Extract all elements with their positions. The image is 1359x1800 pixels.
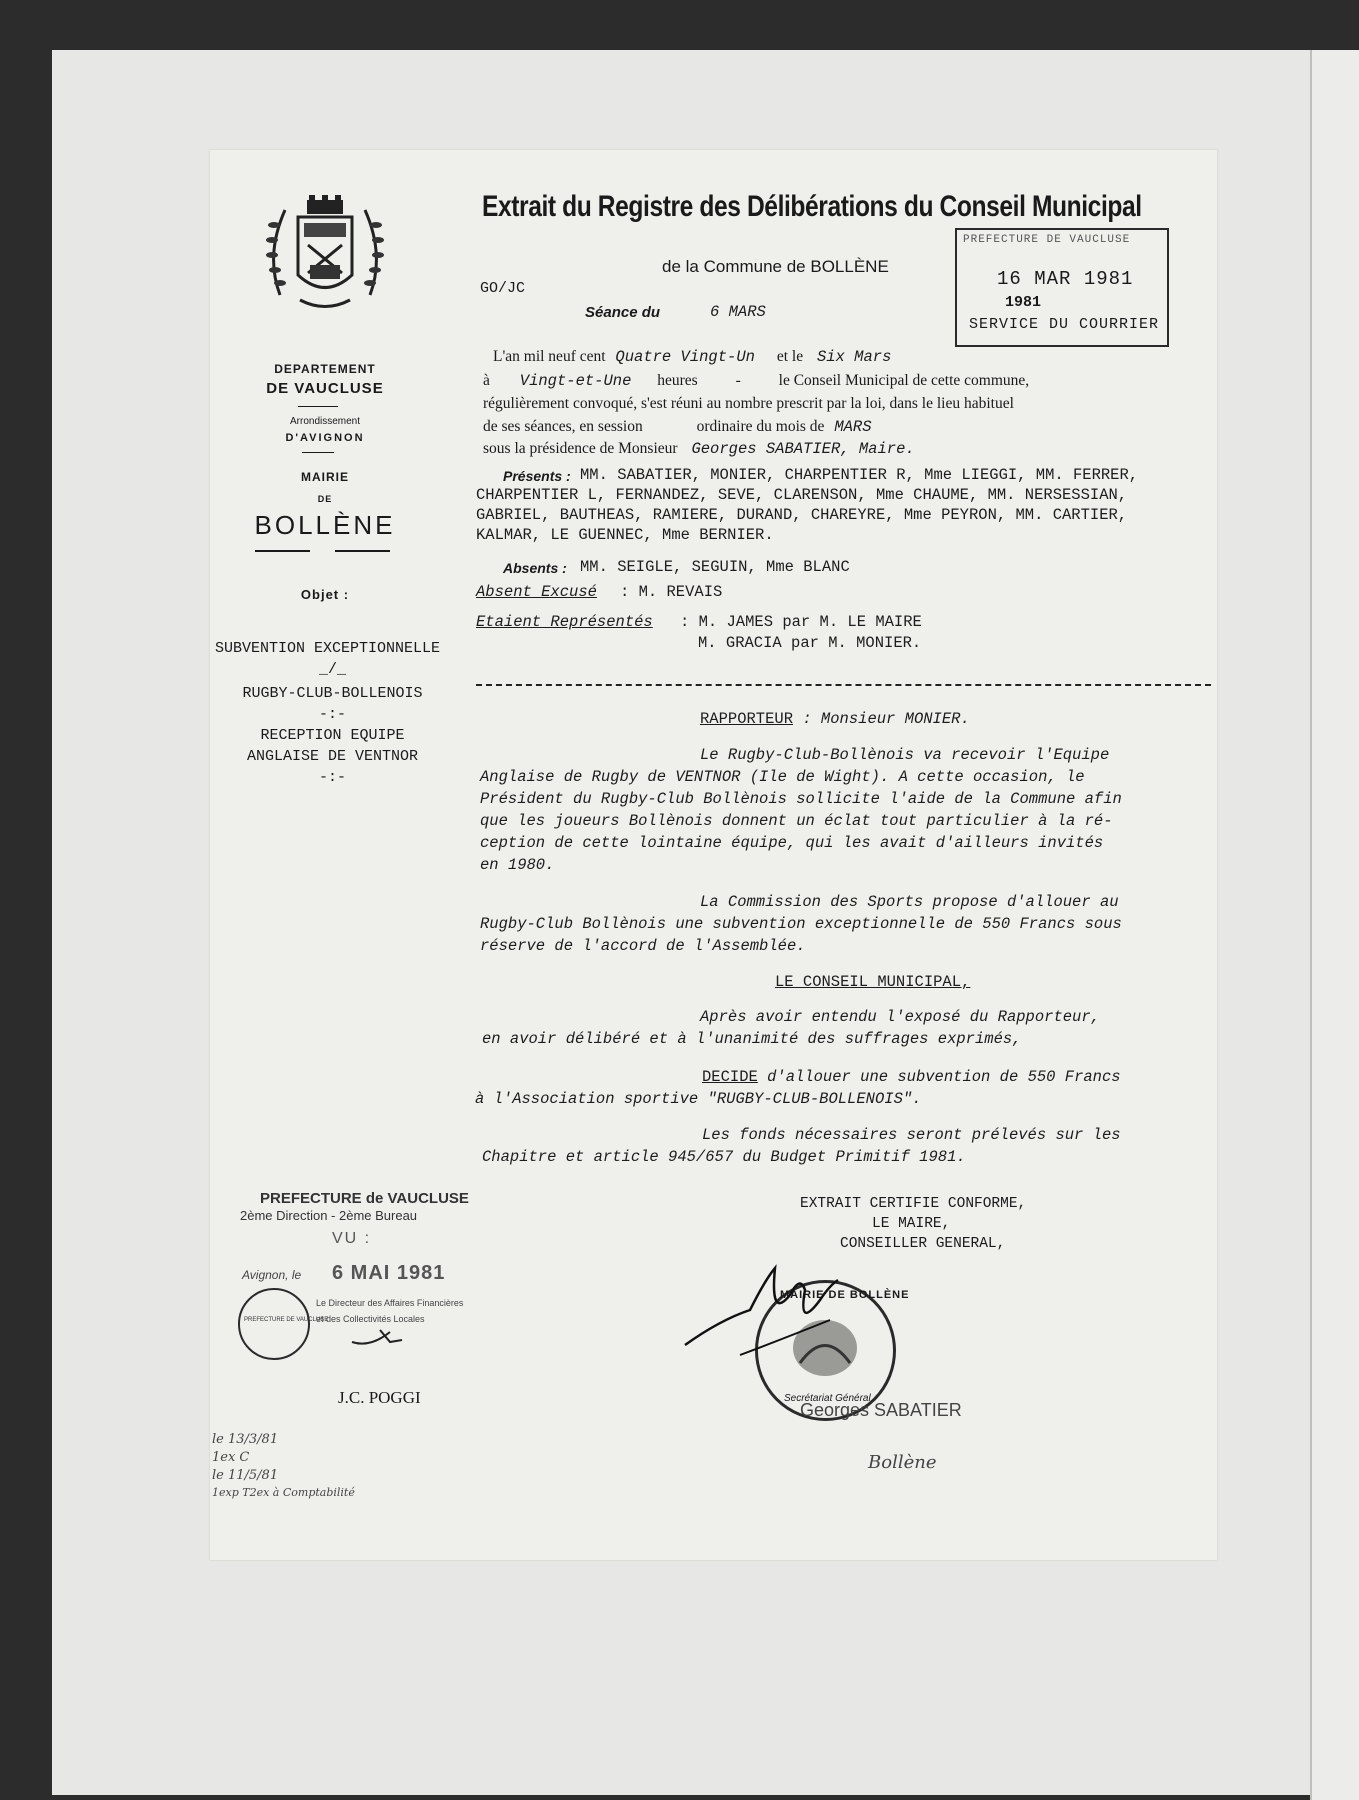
decide-line: [702, 1068, 1121, 1086]
document-title: Extrait du Registre des Délibérations du Conseil Municipal: [482, 190, 1142, 223]
registry-stamp-year: 1981: [1005, 294, 1042, 311]
preamble-day: Six Mars: [816, 348, 892, 366]
excuse-value: : M. REVAIS: [620, 583, 723, 601]
preamble-line-3: régulièrement convoqué, s'est réuni au nombre prescrit par la loi, dans le lieu habituel: [483, 395, 1014, 412]
margin-note: 1ex C: [212, 1450, 250, 1465]
preamble-text: le Conseil Municipal de cette commune,: [778, 372, 1030, 389]
para1-line: ception de cette lointaine équipe, qui les avait d'ailleurs invités: [480, 834, 1104, 852]
prefecture-director-line: et des Collectivités Locales: [316, 1314, 425, 1324]
represented-line: M. GRACIA par M. MONIER.: [698, 634, 922, 652]
preamble-line-4: [483, 418, 872, 436]
divider: [298, 406, 338, 407]
decide-label: DECIDE: [702, 1068, 758, 1086]
objet-line: RUGBY-CLUB-BOLLENOIS: [242, 685, 423, 702]
mairie-de-label: DE: [317, 494, 333, 504]
department-name: DE VAUCLUSE: [266, 380, 384, 397]
para1-line: Le Rugby-Club-Bollènois va recevoir l'Equipe: [700, 746, 1110, 764]
represented-label: Etaient Représentés: [476, 613, 653, 631]
divider: [335, 550, 390, 552]
preamble-line-5: [483, 440, 915, 458]
prefecture-date: 6 MAI 1981: [332, 1262, 446, 1284]
rapporteur-value: : Monsieur MONIER.: [802, 710, 970, 728]
para1-line: Anglaise de Rugby de VENTNOR (Ile de Wight). A cette occasion, le: [480, 768, 1085, 786]
prefecture-direction: 2ème Direction - 2ème Bureau: [240, 1208, 418, 1223]
preamble-hour: Vingt-et-Une: [519, 372, 632, 390]
preamble-text: à: [483, 372, 490, 389]
para3-line: en avoir délibéré et à l'unanimité des suffrages exprimés,: [482, 1030, 1022, 1048]
rapporteur-label: RAPPORTEUR: [700, 710, 794, 728]
council-heading: LE CONSEIL MUNICIPAL,: [775, 973, 971, 991]
divider: [302, 452, 334, 453]
mayor-signature-icon: [680, 1260, 860, 1370]
para2-line: réserve de l'accord de l'Assemblée.: [480, 937, 806, 955]
certification-line: CONSEILLER GENERAL,: [840, 1236, 1006, 1252]
reference-code: GO/JC: [480, 280, 526, 297]
para1-line: Président du Rugby-Club Bollènois sollicite l'aide de la Commune afin: [480, 790, 1122, 808]
absents-label: Absents :: [503, 560, 567, 576]
mairie-seal-bottom-text: Secrétariat Général: [784, 1393, 871, 1404]
department-label: DEPARTEMENT: [274, 362, 376, 376]
margin-note: le 13/3/81: [212, 1432, 279, 1447]
coat-of-arms-icon: [260, 195, 390, 313]
margin-note: 1exp T2ex à Comptabilité: [212, 1486, 355, 1499]
preamble-line-1: [493, 348, 891, 366]
separator-dashes: [476, 684, 1211, 686]
certification-line: EXTRAIT CERTIFIE CONFORME,: [800, 1196, 1027, 1212]
preamble-text: L'an mil neuf cent: [493, 348, 606, 365]
preamble-text: et le: [776, 348, 804, 365]
mairie-label: MAIRIE: [301, 470, 349, 484]
preamble-year: Quatre Vingt-Un: [615, 348, 755, 366]
rapporteur-line: [700, 710, 970, 728]
prefecture-director-line: Le Directeur des Affaires Financières: [316, 1298, 464, 1308]
seance-label: Séance du: [585, 304, 661, 321]
objet-line: _/_: [318, 661, 346, 678]
objet-line: RECEPTION EQUIPE: [260, 727, 405, 744]
para5-line: Les fonds nécessaires seront prélevés sur les: [702, 1126, 1121, 1144]
represented-line: : M. JAMES par M. LE MAIRE: [680, 613, 922, 631]
presents-line: CHARPENTIER L, FERNANDEZ, SEVE, CLARENSON, Mme CHAUME, MM. NERSESSIAN,: [476, 486, 1128, 504]
decide-line-2: à l'Association sportive "RUGBY-CLUB-BOLLENOIS".: [475, 1090, 922, 1108]
margin-note: le 11/5/81: [212, 1468, 279, 1483]
registry-stamp: [955, 228, 1169, 347]
para5-line: Chapitre et article 945/657 du Budget Primitif 1981.: [482, 1148, 966, 1166]
preamble-president: Georges SABATIER, Maire.: [691, 440, 915, 458]
para1-line: en 1980.: [480, 856, 555, 874]
objet-line: -:-: [318, 769, 346, 786]
town-name: BOLLÈNE: [254, 510, 396, 540]
presents-line: KALMAR, LE GUENNEC, Mme BERNIER.: [476, 526, 774, 544]
prefecture-seal: [238, 1288, 329, 1360]
prefecture-vu: VU :: [332, 1230, 372, 1247]
preamble-text: ordinaire du mois de: [696, 418, 825, 435]
registry-stamp-service: SERVICE DU COURRIER: [969, 316, 1160, 333]
director-signature-icon: [350, 1320, 410, 1350]
objet-block: [215, 638, 441, 788]
prefecture-avignon: Avignon, le: [242, 1268, 302, 1282]
commune-line: de la Commune de BOLLÈNE: [662, 257, 889, 276]
registry-stamp-date: 16 MAR 1981: [997, 268, 1134, 290]
para3-line: Après avoir entendu l'exposé du Rapporteur,: [700, 1008, 1100, 1026]
preamble-month: MARS: [834, 418, 872, 436]
prefecture-seal-text: PREFECTURE DE VAUCLUSE: [244, 1317, 329, 1323]
arrondissement-name: D'AVIGNON: [285, 432, 365, 444]
objet-line: SUBVENTION EXCEPTIONNELLE: [215, 640, 441, 657]
para2-line: Rugby-Club Bollènois une subvention exceptionnelle de 550 Francs sous: [480, 915, 1122, 933]
objet-line: -:-: [318, 706, 346, 723]
decide-text: d'allouer une subvention de 550 Francs: [767, 1068, 1121, 1086]
prefecture-signer: J.C. POGGI: [338, 1388, 421, 1407]
objet-line: ANGLAISE DE VENTNOR: [246, 748, 419, 765]
next-page-edge: [1310, 50, 1359, 1800]
mairie-seal-top-text: MAIRIE DE BOLLÈNE: [780, 1289, 910, 1301]
excuse-label: Absent Excusé: [476, 583, 597, 601]
seance-date: 6 MARS: [710, 303, 766, 321]
absents-value: MM. SEIGLE, SEGUIN, Mme BLANC: [580, 558, 850, 576]
para2-line: La Commission des Sports propose d'allouer au: [700, 893, 1119, 911]
para1-line: que les joueurs Bollènois donnent un éclat tout particulier à la ré-: [480, 812, 1113, 830]
preamble-text: -: [735, 372, 741, 389]
preamble-text: heures: [657, 372, 698, 389]
objet-label: Objet :: [300, 587, 350, 602]
arrondissement-label: Arrondissement: [289, 416, 361, 427]
handwritten-town: Bollène: [868, 1452, 937, 1473]
prefecture-title: PREFECTURE de VAUCLUSE: [260, 1190, 469, 1207]
divider: [255, 550, 310, 552]
registry-stamp-title: PREFECTURE DE VAUCLUSE: [963, 234, 1131, 246]
preamble-line-2: [483, 372, 1029, 390]
mayor-name: Georges SABATIER: [800, 1400, 962, 1420]
certification-line: LE MAIRE,: [872, 1216, 951, 1232]
document-sheet: [210, 150, 1217, 1560]
presents-label: Présents :: [503, 468, 571, 484]
preamble-text: de ses séances, en session: [483, 418, 643, 435]
presents-line: MM. SABATIER, MONIER, CHARPENTIER R, Mme LIEGGI, MM. FERRER,: [580, 466, 1139, 484]
presents-line: GABRIEL, BAUTHEAS, RAMIERE, DURAND, CHAREYRE, Mme PEYRON, MM. CARTIER,: [476, 506, 1128, 524]
preamble-text: sous la présidence de Monsieur: [483, 440, 678, 457]
